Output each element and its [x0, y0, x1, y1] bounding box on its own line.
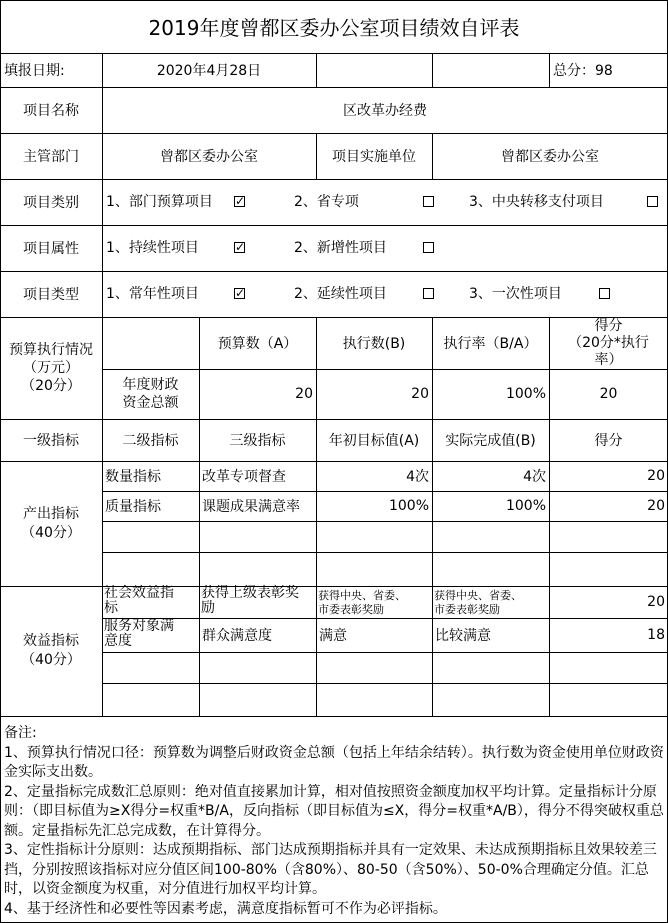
- category-label: 项目类别: [23, 195, 79, 211]
- rate-value: 100%: [505, 386, 546, 402]
- score-header-line: 率）: [594, 351, 623, 368]
- benefit-indicator-label: [0, 586, 102, 716]
- actual-header: 实际完成值(B): [445, 433, 536, 449]
- rate-col-header: 执行率（B/A）: [443, 336, 538, 352]
- level1-header: 一级指标: [23, 433, 79, 449]
- grid-line: [102, 552, 668, 553]
- category-option-2: 2、省专项: [294, 194, 359, 210]
- exec-value: 20: [411, 386, 429, 402]
- benefit-level3: 群众满意度: [202, 628, 272, 644]
- note-item: 4、基于经济性和必要性等因素考虑，满意度指标暂可不作为必评指标。: [4, 900, 447, 917]
- type-option-3: 3、一次性项目: [469, 286, 562, 302]
- checkbox-empty-icon[interactable]: [647, 196, 658, 207]
- checkbox-checked-icon[interactable]: [234, 242, 245, 253]
- checkbox-empty-icon[interactable]: [423, 242, 434, 253]
- budget-col-header: 预算数（A）: [217, 336, 298, 352]
- grid-line: [102, 683, 668, 684]
- output-level2: 数量指标: [105, 469, 161, 485]
- grid-line: [102, 521, 668, 522]
- attribute-option-1: 1、持续性项目: [106, 240, 199, 256]
- annual-funds-line: 年度财政: [122, 377, 179, 393]
- budget-section-label: [0, 317, 102, 419]
- level3-header: 三级指标: [229, 433, 286, 449]
- attribute-option-2: 2、新增性项目: [294, 240, 387, 256]
- budget-label-line: （万元）: [23, 360, 79, 376]
- notes-section: [4, 724, 664, 919]
- output-indicator-label: [0, 461, 102, 586]
- exec-col-header: 执行数(B): [342, 336, 406, 352]
- note-item: 1、预算执行情况口径：预算数为调整后财政资金总额（包括上年结余结转）。执行数为资金使用单位财政资金实际支出数。: [4, 744, 664, 780]
- output-score: 20: [647, 498, 665, 514]
- output-label-line: （40分）: [21, 524, 81, 541]
- budget-score-value: 20: [599, 386, 618, 402]
- output-label-line: 产出指标: [23, 505, 79, 522]
- benefit-actual: 比较满意: [435, 628, 491, 644]
- benefit-actual-line: 获得中央、省委、: [434, 589, 522, 602]
- note-item: 3、定性指标计分原则：达成预期指标、部门达成预期指标并具有一定效果、未达成预期指标且效果较差三挡，分别按照该指标对应分值区间100-80%（含80%）、80-50（含50%）、50-0%合理确定分值。汇总时，以资金额度为权重，对分值进行加权平均计算。: [4, 842, 657, 897]
- note-item: 2、定量指标完成数汇总原则：绝对值直接累加计算，相对值按照资金额度加权平均计算。定量指标计分原则：（即目标值为≥X得分=权重*B/A，反向指标（即目标值为≤X，得分=权重*A/B），得分不得突破权重总额。定量指标先汇总完成数，在计算得分。: [4, 783, 664, 839]
- type-option-1: 1、常年性项目: [106, 286, 199, 302]
- benefit-level2: [104, 586, 199, 618]
- annual-funds-line: 资金总额: [122, 395, 179, 411]
- benefit-target-line: 获得中央、省委、: [318, 589, 406, 602]
- type-label: 项目类型: [23, 287, 79, 303]
- output-score: 20: [647, 468, 665, 484]
- project-name-value: 区改革办经费: [343, 103, 427, 119]
- grid-line: [0, 716, 668, 717]
- score-header-line: 得分: [594, 317, 623, 334]
- benefit-level2-line: 标: [104, 600, 118, 616]
- attribute-label: 项目属性: [23, 241, 79, 257]
- dept-label: 主管部门: [23, 149, 79, 165]
- budget-score-col-header: [549, 317, 668, 369]
- checkbox-empty-icon[interactable]: [423, 196, 434, 207]
- page-title: 2019年度曾都区委办公室项目绩效自评表: [148, 16, 520, 40]
- output-actual: 4次: [523, 469, 546, 485]
- project-name-label: 项目名称: [23, 103, 79, 119]
- benefit-level2-line: 服务对象满: [104, 618, 174, 634]
- benefit-level2: [104, 619, 199, 652]
- benefit-label-line: 效益指标: [23, 633, 79, 649]
- output-actual: 100%: [505, 498, 546, 514]
- grid-line: [432, 53, 433, 87]
- benefit-level3: [201, 586, 316, 618]
- dept-value: 曾都区委办公室: [160, 149, 258, 165]
- benefit-level2-line: 意度: [104, 633, 132, 649]
- category-option-3: 3、中央转移支付项目: [469, 194, 604, 210]
- budget-value: 20: [295, 386, 313, 402]
- level2-header: 二级指标: [122, 433, 179, 449]
- checkbox-empty-icon[interactable]: [599, 288, 610, 299]
- output-target: 4次: [406, 469, 429, 485]
- report-date-value: 2020年4月28日: [156, 63, 262, 79]
- checkbox-checked-icon[interactable]: [234, 196, 245, 207]
- benefit-score: 20: [647, 594, 665, 610]
- annual-funds-label: [102, 369, 199, 419]
- output-level3: 课题成果满意率: [202, 499, 300, 515]
- notes-title: 备注:: [4, 725, 37, 741]
- grid-line: [102, 652, 668, 653]
- benefit-actual: [434, 589, 549, 619]
- grid-line: [316, 53, 317, 87]
- output-target: 100%: [388, 498, 429, 514]
- benefit-level2-line: 社会效益指: [104, 585, 174, 601]
- total-score: 总分：98: [553, 63, 613, 79]
- checkbox-empty-icon[interactable]: [423, 288, 434, 299]
- output-level3: 改革专项督查: [202, 469, 286, 485]
- target-header: 年初目标值(A): [328, 433, 420, 449]
- benefit-target: [318, 589, 432, 619]
- benefit-actual-line: 市委表彰奖励: [434, 603, 500, 616]
- budget-label-line: （20分）: [21, 378, 81, 394]
- impl-unit-label: 项目实施单位: [332, 149, 416, 165]
- score-header-line: （20分*执行: [568, 334, 649, 351]
- benefit-score: 18: [647, 627, 665, 643]
- benefit-target: 满意: [319, 628, 347, 644]
- impl-unit-value: 曾都区委办公室: [501, 149, 599, 165]
- benefit-target-line: 市委表彰奖励: [318, 603, 384, 616]
- score-header: 得分: [594, 433, 623, 449]
- benefit-label-line: （40分）: [21, 652, 81, 668]
- report-date-label: 填报日期:: [4, 63, 65, 79]
- type-option-2: 2、延续性项目: [294, 286, 387, 302]
- budget-label-line: 预算执行情况: [9, 342, 93, 358]
- checkbox-checked-icon[interactable]: [234, 288, 245, 299]
- category-option-1: 1、部门预算项目: [106, 194, 213, 210]
- benefit-level3-line: 获得上级表彰奖: [201, 585, 299, 601]
- output-level2: 质量指标: [105, 499, 161, 515]
- benefit-level3-line: 励: [201, 600, 215, 616]
